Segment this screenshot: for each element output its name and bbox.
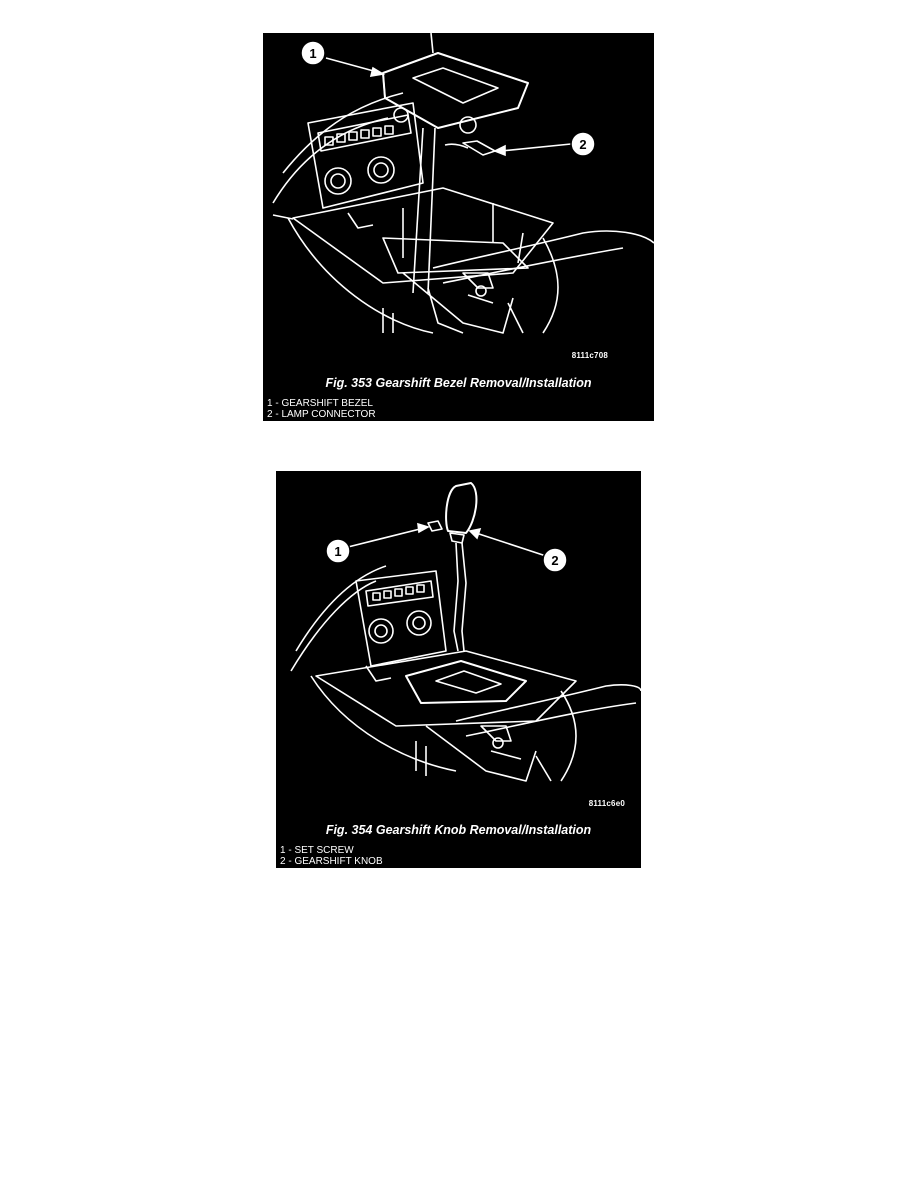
figure-caption: Fig. 353 Gearshift Bezel Removal/Installation [325,376,592,390]
figure-caption: Fig. 354 Gearshift Knob Removal/Installation [325,823,592,837]
figure-legend [267,398,376,420]
legend-item: 1 - SET SCREW [280,845,354,856]
svg-text:1: 1 [309,46,317,61]
callout-1 [301,41,325,65]
callout-2 [543,548,567,572]
svg-text:1: 1 [334,544,342,559]
figure-legend [280,845,383,867]
legend-item: 2 - LAMP CONNECTOR [267,409,376,420]
svg-text:2: 2 [551,553,559,568]
callout-1 [326,539,350,563]
figure-image-id: 8111c6e0 [588,799,625,808]
figure-353 [263,33,654,421]
legend-item: 1 - GEARSHIFT BEZEL [267,398,373,409]
gearshift-bezel-illustration [263,33,654,421]
figure-354 [276,471,641,868]
legend-item: 2 - GEARSHIFT KNOB [280,856,383,867]
figure-image-id: 8111c708 [571,351,608,360]
gearshift-knob-illustration [276,471,641,868]
callout-2 [571,132,595,156]
svg-text:2: 2 [579,137,587,152]
